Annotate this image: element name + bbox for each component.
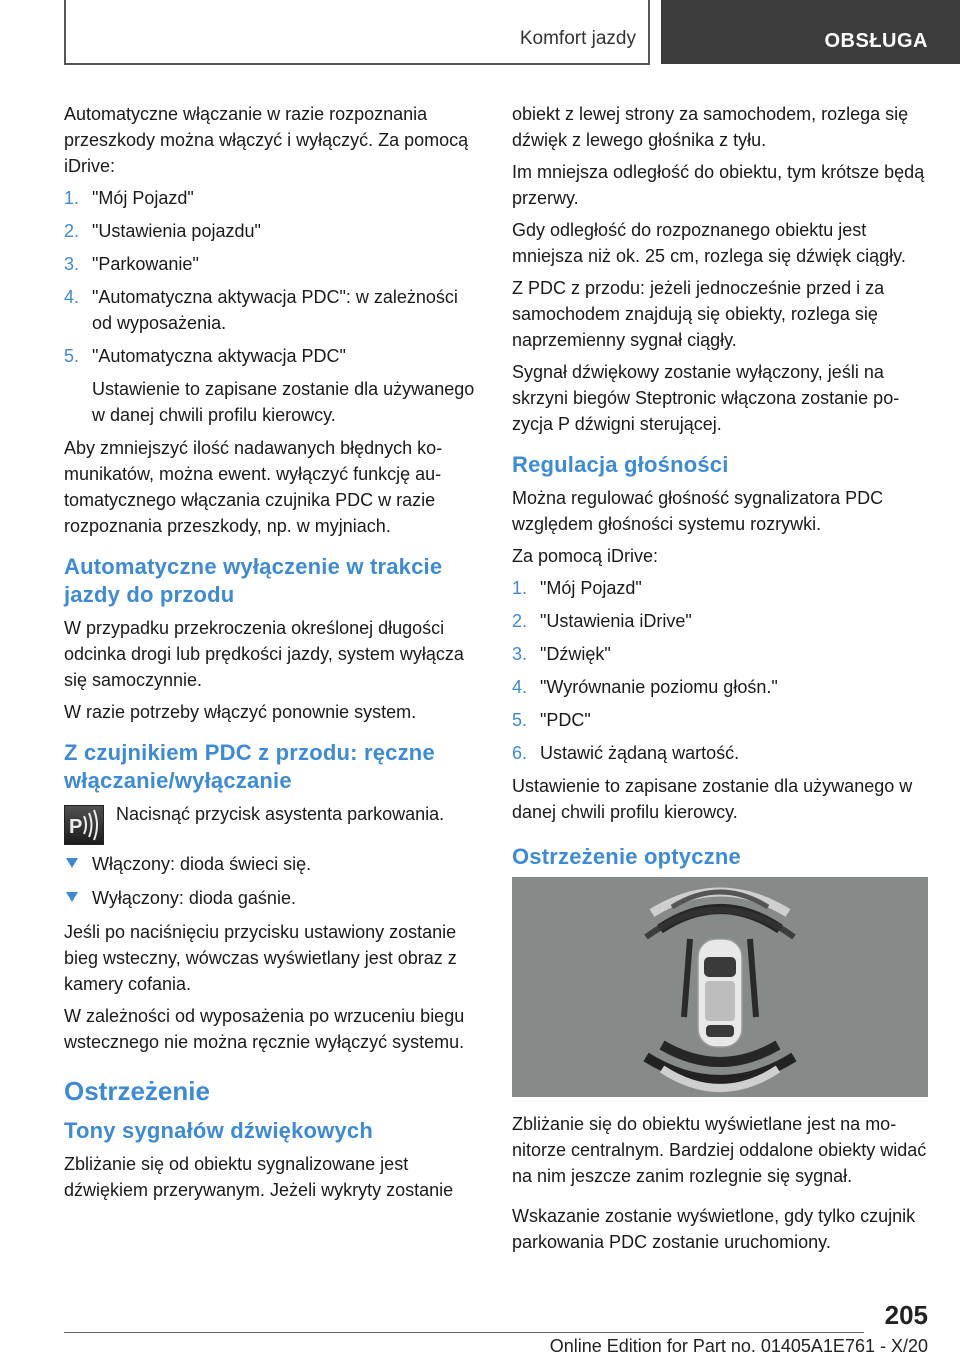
- paragraph: Zbliżanie się do obiektu wyświetlane jest na monitorze centralnym. Bardziej oddalone obiekty widać na nim jeszcze zanim rozlegnie się sygnał.: [512, 1114, 927, 1186]
- led-state-list: [64, 851, 480, 911]
- parking-button-instruction: [64, 801, 480, 845]
- triangle-bullet-icon: [66, 858, 78, 868]
- step-number: 3.: [512, 644, 528, 664]
- step-number: 4.: [512, 677, 528, 697]
- heading-warning: Ostrzeżenie: [64, 1076, 210, 1106]
- step-text: "Ustawienia pojazdu": [92, 221, 261, 241]
- list-item: [512, 707, 928, 733]
- paragraph: W razie potrzeby włączyć ponownie system.: [64, 702, 417, 722]
- step-number: 1.: [512, 578, 528, 598]
- intro-paragraph: Automatyczne włączanie w razie rozpoznania przeszkody można włączyć i wyłączyć. Za pomocą iDrive:: [64, 104, 469, 176]
- header-bottom-rule: [64, 63, 650, 65]
- step-text: Ustawić żądaną wartość.: [540, 743, 740, 763]
- list-item: [512, 740, 928, 766]
- step-number: 4.: [64, 287, 80, 307]
- step-text: "Mój Pojazd": [540, 578, 642, 598]
- paragraph: Za pomocą iDrive:: [512, 546, 659, 566]
- header-chapter-tab: OBSŁUGA: [661, 0, 960, 64]
- page-number: 205: [884, 1300, 928, 1330]
- header-section-title: Komfort jazdy: [519, 28, 636, 49]
- list-item: [64, 218, 480, 244]
- header-divider: [648, 0, 650, 64]
- activation-steps-list: [64, 185, 480, 428]
- list-item: [64, 251, 480, 277]
- right-column: [512, 101, 928, 1261]
- list-item: [64, 343, 480, 428]
- list-item: [512, 608, 928, 634]
- heading-auto-off: Automatyczne wyłączenie w trakcie jazdy do przodu: [64, 554, 443, 607]
- triangle-bullet-icon: [66, 892, 78, 902]
- heading-manual: Z czujnikiem PDC z przodu: ręczne włączanie/wyłączanie: [64, 740, 435, 793]
- step-number: 6.: [512, 743, 528, 763]
- list-item: [512, 674, 928, 700]
- step-subtext: Ustawienie to zapisane zostanie dla używanego w danej chwili profilu kierowcy.: [92, 379, 475, 425]
- button-instruction-text: Nacisnąć przycisk asystenta parkowania.: [116, 804, 445, 824]
- list-item: [64, 284, 480, 336]
- paragraph: Można regulować głośność sygnalizatora PDC względem głośności systemu rozrywki.: [512, 488, 884, 534]
- list-item: [64, 851, 480, 877]
- step-text: "Wyrównanie poziomu głośn.": [540, 677, 778, 697]
- footer-rule: [64, 1332, 864, 1333]
- step-number: 5.: [512, 710, 528, 730]
- step-text: "Dźwięk": [540, 644, 611, 664]
- paragraph: Ustawienie to zapisane zostanie dla używanego w danej chwili profilu kierowcy.: [512, 776, 913, 822]
- paragraph: Z PDC z przodu: jeżeli jednocześnie przed i za samochodem znajdują się obiekty, rozlega się naprzemienny sygnał ciągły.: [512, 278, 885, 350]
- list-item: [64, 185, 480, 211]
- step-number: 1.: [64, 188, 80, 208]
- step-text: "PDC": [540, 710, 591, 730]
- paragraph: Zbliżanie się od obiektu sygnalizowane jest dźwiękiem przerywanym. Jeżeli wykryty zostanie: [64, 1154, 454, 1200]
- bullet-text: Włączony: dioda świeci się.: [92, 854, 312, 874]
- header-left-rule: [64, 0, 66, 64]
- paragraph: W zależności od wyposażenia po wrzuceniu biegu wstecznego nie można ręcznie wyłączyć systemu.: [64, 1006, 465, 1052]
- step-text: "Ustawienia iDrive": [540, 611, 692, 631]
- step-text: "Mój Pojazd": [92, 188, 194, 208]
- list-item: [512, 575, 928, 601]
- step-number: 5.: [64, 346, 80, 366]
- pdc-display-illustration: [512, 877, 928, 1097]
- list-item: [64, 885, 480, 911]
- list-item: [512, 641, 928, 667]
- step-text: "Automatyczna aktywacja PDC": w zależności od wyposażenia.: [92, 287, 458, 333]
- step-text: "Automatyczna aktywacja PDC": [92, 346, 346, 366]
- heading-optical: Ostrzeżenie optyczne: [512, 844, 741, 869]
- paragraph: Sygnał dźwiękowy zostanie wyłączony, jeśli na skrzyni biegów Steptronic włączona zostanie pozycja P dźwigni sterującej.: [512, 362, 900, 434]
- paragraph: Wskazanie zostanie wyświetlone, gdy tylko czujnik parkowania PDC zostanie uruchomiony.: [512, 1206, 916, 1252]
- footer-edition: Online Edition for Part no. 01405A1E761 - X/20: [549, 1336, 928, 1356]
- bullet-text: Wyłączony: dioda gaśnie.: [92, 888, 296, 908]
- paragraph: Gdy odległość do rozpoznanego obiektu jest mniejsza niż ok. 25 cm, rozlega się dźwięk ciągły.: [512, 220, 906, 266]
- left-column: [64, 101, 480, 1209]
- heading-volume: Regulacja głośności: [512, 452, 729, 477]
- svg-text:P: P: [69, 816, 83, 838]
- paragraph: Aby zmniejszyć ilość nadawanych błędnych komunikatów, można ewent. wyłączyć funkcję automatycznego włączania czujnika PDC w razie rozpoznania przeszkody, np. w myjniach.: [64, 438, 443, 536]
- volume-steps-list: [512, 575, 928, 766]
- heading-tones: Tony sygnałów dźwiękowych: [64, 1118, 373, 1143]
- step-number: 3.: [64, 254, 80, 274]
- parking-assistant-button-icon: [64, 805, 104, 845]
- step-number: 2.: [512, 611, 528, 631]
- paragraph: Im mniejsza odległość do obiektu, tym krótsze będą przerwy.: [512, 162, 925, 208]
- paragraph: obiekt z lewej strony za samochodem, rozlega się dźwięk z lewego głośnika z tyłu.: [512, 104, 909, 150]
- step-text: "Parkowanie": [92, 254, 199, 274]
- paragraph: W przypadku przekroczenia określonej długości odcinka drogi lub prędkości jazdy, system wyłącza się samoczynnie.: [64, 618, 464, 690]
- paragraph: Jeśli po naciśnięciu przycisku ustawiony zostanie bieg wsteczny, wówczas wyświetlany jest obraz z kamery cofania.: [64, 922, 457, 994]
- step-number: 2.: [64, 221, 80, 241]
- parking-sensor-graphic: [512, 877, 928, 1097]
